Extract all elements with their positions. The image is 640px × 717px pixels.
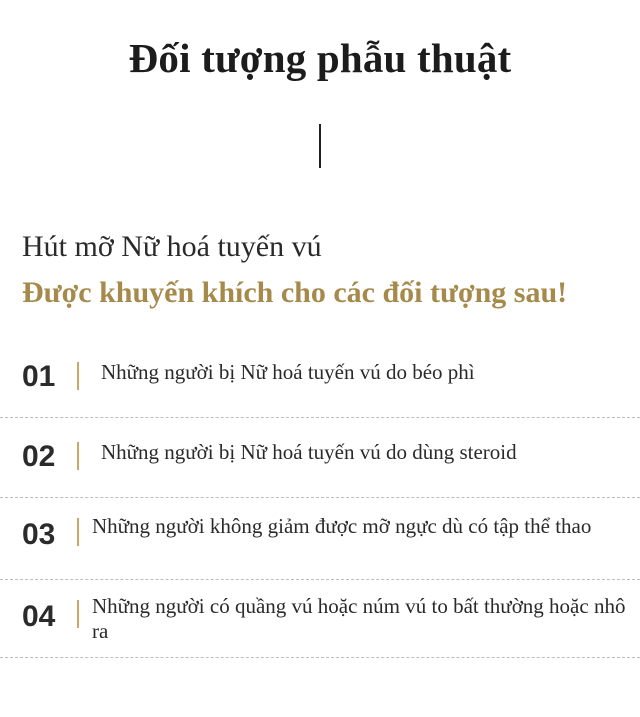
accent-bar (77, 442, 79, 470)
accent-bar (77, 362, 79, 390)
item-number: 01 (22, 360, 56, 393)
list-item (0, 498, 640, 580)
page-title: Đối tượng phẫu thuật (128, 35, 512, 81)
item-text: Những người bị Nữ hoá tuyến vú do dùng steroid (101, 440, 517, 464)
list-item (0, 418, 640, 498)
candidate-list (0, 338, 640, 658)
accent-bar (77, 600, 79, 628)
accent-bar (77, 518, 79, 546)
item-number: 02 (22, 440, 56, 473)
item-number: 04 (22, 600, 56, 633)
list-item (0, 580, 640, 658)
item-text: Những người có quầng vú hoặc núm vú to bất thường hoặc nhô ra (92, 594, 626, 643)
highlight-heading: Được khuyến khích cho các đối tượng sau! (22, 276, 568, 309)
item-number: 03 (22, 518, 56, 551)
list-item (0, 338, 640, 418)
vertical-divider (319, 124, 321, 168)
section-subtitle: Hút mỡ Nữ hoá tuyến vú (22, 230, 322, 263)
item-text: Những người bị Nữ hoá tuyến vú do béo phì (101, 360, 475, 384)
item-text: Những người không giảm được mỡ ngực dù có tập thể thao (92, 514, 592, 538)
